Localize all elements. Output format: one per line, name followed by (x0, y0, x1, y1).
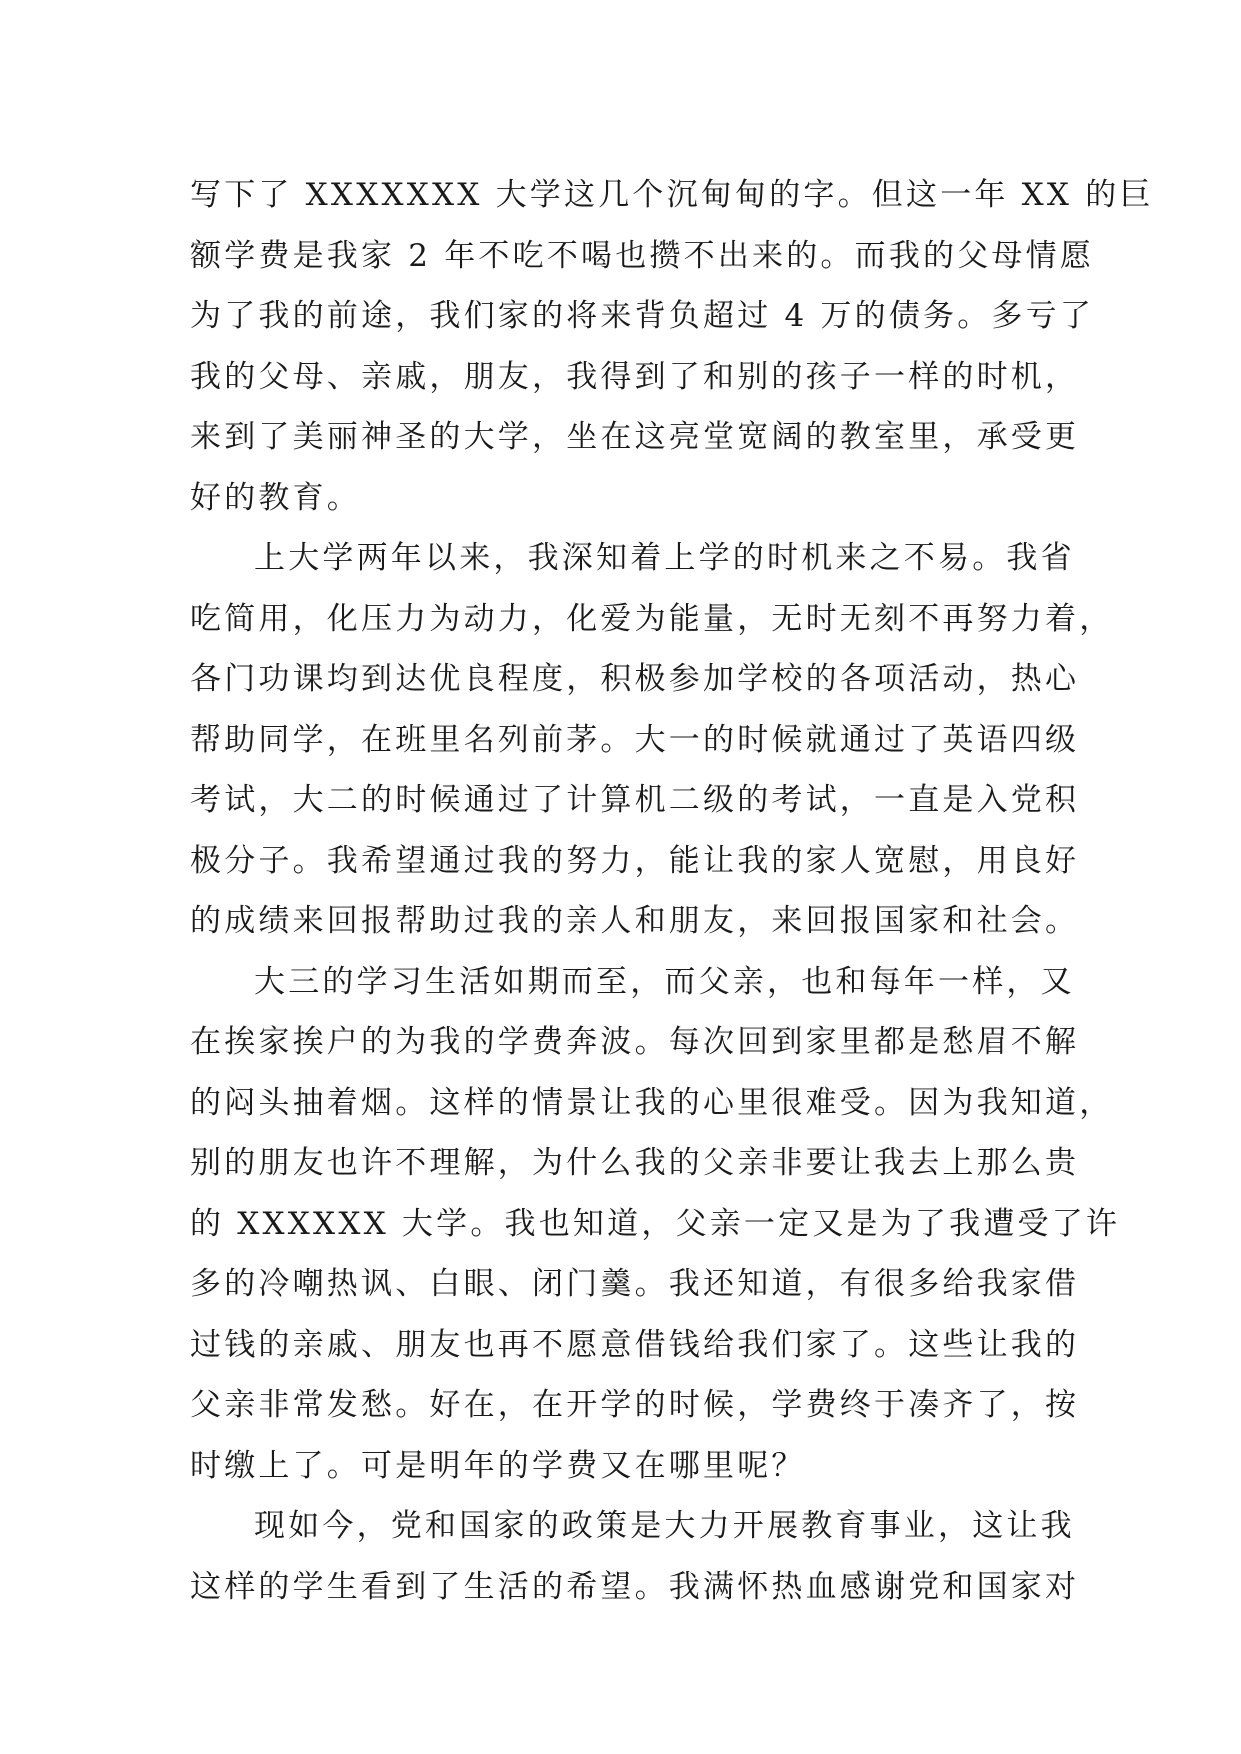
paragraph-start-line: 大三的学习生活如期而至，而父亲，也和每年一样，又 (254, 963, 1075, 1000)
text-line: 的 XXXXXX 大学。我也知道，父亲一定又是为了我遭受了许 (190, 1205, 1121, 1242)
text-line: 我的父母、亲戚，朋友，我得到了和别的孩子一样的时机， (190, 358, 1080, 395)
text-line: 好的教育。 (190, 479, 361, 516)
text-line: 父亲非常发愁。好在，在开学的时候，学费终于凑齐了，按 (190, 1387, 1080, 1423)
text-line: 的闷头抽着烟。这样的情景让我的心里很难受。因为我知道， (190, 1084, 1114, 1121)
text-line: 考试，大二的时候通过了计算机二级的考试，一直是入党积 (190, 782, 1080, 818)
text-line: 来到了美丽神圣的大学，坐在这亮堂宽阔的教室里，承受更 (190, 419, 1080, 455)
text-line: 过钱的亲戚、朋友也再不愿意借钱给我们家了。这些让我的 (190, 1326, 1080, 1363)
text-line: 帮助同学，在班里名列前茅。大一的时候就通过了英语四级 (190, 721, 1080, 758)
text-line: 在挨家挨户的为我的学费奔波。每次回到家里都是愁眉不解 (190, 1024, 1080, 1060)
paragraph-start-line: 上大学两年以来，我深知着上学的时机来之不易。我省 (254, 540, 1075, 576)
text-line: 为了我的前途，我们家的将来背负超过 4 万的债务。多亏了 (190, 298, 1095, 334)
text-line: 额学费是我家 2 年不吃不喝也攒不出来的。而我的父母情愿 (190, 237, 1095, 274)
paragraph-start-line: 现如今，党和国家的政策是大力开展教育事业，这让我 (254, 1508, 1075, 1544)
text-line: 各门功课均到达优良程度，积极参加学校的各项活动，热心 (190, 661, 1080, 697)
document-body (190, 165, 1154, 1617)
text-line: 的成绩来回报帮助过我的亲人和朋友，来回报国家和社会。 (190, 903, 1080, 939)
text-line: 时缴上了。可是明年的学费又在哪里呢？ (190, 1447, 806, 1484)
text-line: 吃简用，化压力为动力，化爱为能量，无时无刻不再努力着， (190, 600, 1114, 637)
text-line: 写下了 XXXXXXX 大学这几个沉甸甸的字。但这一年 XX 的巨 (190, 177, 1154, 213)
text-line: 别的朋友也许不理解，为什么我的父亲非要让我去上那么贵 (190, 1145, 1080, 1181)
text-line: 极分子。我希望通过我的努力，能让我的家人宽慰，用良好 (190, 842, 1080, 879)
text-line: 多的冷嘲热讽、白眼、闭门羹。我还知道，有很多给我家借 (190, 1266, 1080, 1302)
text-line: 这样的学生看到了生活的希望。我满怀热血感谢党和国家对 (190, 1568, 1080, 1605)
